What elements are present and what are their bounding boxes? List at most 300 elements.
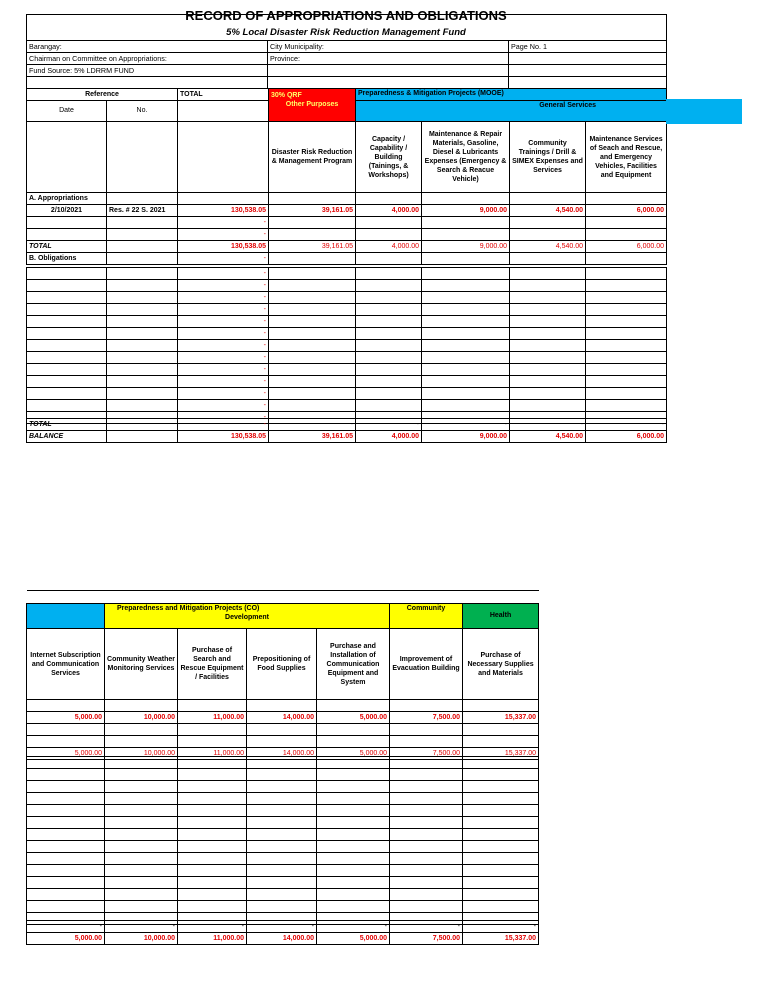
dash-cell: -: [178, 316, 269, 328]
empty-cell: [107, 340, 178, 352]
dash-cell: -: [178, 412, 269, 424]
empty-cell: [586, 280, 667, 292]
empty-cell: [317, 781, 390, 793]
total-row-value: 39,161.05: [269, 241, 356, 253]
empty-cell: [247, 877, 317, 889]
dash-cell: -: [178, 217, 269, 229]
empty-cell: [510, 292, 586, 304]
empty-cell: [463, 769, 539, 781]
dash-cell: -: [586, 419, 667, 431]
col-evacuation-building: Improvement of Evacuation Building: [390, 629, 463, 700]
dash-cell: -: [178, 304, 269, 316]
empty-cell: [586, 340, 667, 352]
co-balance-value: 7,500.00: [390, 933, 463, 945]
co-obligation-row: [27, 841, 539, 853]
empty-cell: [247, 781, 317, 793]
balance-value: 4,000.00: [356, 431, 422, 443]
obligation-row: [27, 268, 667, 280]
empty-cell: [586, 316, 667, 328]
empty-cell: [356, 280, 422, 292]
empty-cell: [356, 376, 422, 388]
empty-cell: [27, 853, 105, 865]
total-row-total: 130,538.05: [178, 241, 269, 253]
empty-cell: [463, 829, 539, 841]
col-drrm-program: Disaster Risk Reduction & Management Program: [269, 122, 356, 193]
empty-cell: [27, 901, 105, 913]
empty-cell: [356, 292, 422, 304]
dash-cell: -: [178, 921, 247, 933]
co-total-value: 5,000.00: [317, 748, 390, 760]
co-obligation-row: [27, 757, 539, 769]
empty-cell: [105, 901, 178, 913]
obligation-row: [27, 364, 667, 376]
co-balance-value: 10,000.00: [105, 933, 178, 945]
dash-cell: -: [178, 400, 269, 412]
col-necessary-supplies: Purchase of Necessary Supplies and Materials: [463, 629, 539, 700]
empty-cell: [247, 901, 317, 913]
reference-header: Reference: [27, 89, 178, 101]
empty-cell: [107, 292, 178, 304]
empty-cell: [247, 805, 317, 817]
co-appropriation-row: [27, 712, 539, 724]
empty-cell: [510, 376, 586, 388]
appropriation-value: 4,540.00: [510, 205, 586, 217]
qrf-header-line2: Other Purposes: [285, 101, 339, 108]
empty-cell: [510, 364, 586, 376]
page-number: Page No. 1: [509, 41, 667, 53]
co-appropriation-value: 10,000.00: [105, 712, 178, 724]
dash-cell: -: [510, 419, 586, 431]
obligation-row: [27, 388, 667, 400]
empty-cell: [247, 865, 317, 877]
dash-cell: -: [178, 419, 269, 431]
empty-cell: [27, 304, 107, 316]
balance-value: 39,161.05: [269, 431, 356, 443]
co-appropriation-value: 7,500.00: [390, 712, 463, 724]
empty-cell: [510, 328, 586, 340]
qrf-header-line1: 30% QRF: [271, 92, 302, 99]
empty-cell: [586, 304, 667, 316]
empty-cell: [422, 268, 510, 280]
no-header: No.: [107, 101, 178, 122]
empty-cell: [317, 877, 390, 889]
empty-cell: [317, 829, 390, 841]
city-label: City Municipality:: [268, 41, 509, 53]
empty-cell: [390, 781, 463, 793]
empty-cell: [27, 829, 105, 841]
empty-cell: [105, 817, 178, 829]
empty-cell: [178, 805, 247, 817]
mooe-header-label: Preparedness & Mitigation Projects (MOOE): [358, 90, 504, 97]
empty-cell: [390, 829, 463, 841]
empty-cell: [422, 340, 510, 352]
empty-cell: [422, 292, 510, 304]
empty-cell: [269, 388, 356, 400]
empty-cell: [390, 805, 463, 817]
mooe-header: [356, 89, 667, 101]
empty-cell: [27, 280, 107, 292]
empty-cell: [422, 328, 510, 340]
empty-cell: [105, 877, 178, 889]
appropriation-no: Res. # 22 S. 2021: [107, 205, 178, 217]
dash-cell: -: [463, 921, 539, 933]
empty-cell: [463, 757, 539, 769]
empty-cell: [463, 805, 539, 817]
general-services-header: General Services: [356, 101, 667, 122]
empty-cell: [510, 352, 586, 364]
empty-cell: [247, 769, 317, 781]
empty-cell: [269, 364, 356, 376]
dash-cell: -: [178, 340, 269, 352]
province-label: Province:: [268, 53, 509, 65]
co-balance-row: [27, 933, 539, 945]
dash-cell: -: [105, 921, 178, 933]
co-obligations-rows-table: [26, 756, 539, 925]
empty-cell: [27, 757, 105, 769]
empty-cell: [107, 376, 178, 388]
obligation-row: [27, 280, 667, 292]
empty-cell: [105, 889, 178, 901]
dash-cell: -: [422, 419, 510, 431]
empty-cell: [105, 781, 178, 793]
empty-cell: [463, 889, 539, 901]
empty-cell: [27, 292, 107, 304]
empty-cell: [27, 781, 105, 793]
empty-cell: [178, 877, 247, 889]
empty-cell: [269, 280, 356, 292]
empty-cell: [178, 769, 247, 781]
appropriations-label: A. Appropriations: [27, 193, 107, 205]
empty-cell: [463, 865, 539, 877]
empty-cell: [105, 793, 178, 805]
co-balance-value: 11,000.00: [178, 933, 247, 945]
qrf-header: [269, 89, 356, 122]
empty-cell: [317, 841, 390, 853]
co-total-value: 15,337.00: [463, 748, 539, 760]
co-appropriation-value: 5,000.00: [317, 712, 390, 724]
empty-cell: [317, 757, 390, 769]
empty-cell: [356, 364, 422, 376]
empty-cell: [586, 364, 667, 376]
col-internet-subscription: Internet Subscription and Communication Services: [27, 629, 105, 700]
empty-cell: [107, 280, 178, 292]
empty-cell: [269, 340, 356, 352]
empty-cell: [105, 757, 178, 769]
empty-cell: [178, 829, 247, 841]
empty-cell: [390, 877, 463, 889]
obligation-row: [27, 316, 667, 328]
balance-value: 6,000.00: [586, 431, 667, 443]
col-prepositioning-food: Prepositioning of Food Supplies: [247, 629, 317, 700]
empty-cell: [27, 805, 105, 817]
empty-cell: [27, 769, 105, 781]
balance-label: BALANCE: [27, 431, 107, 443]
co-total-value: 14,000.00: [247, 748, 317, 760]
total-row-value: 4,540.00: [510, 241, 586, 253]
balance-table: [26, 418, 667, 443]
empty-cell: [27, 376, 107, 388]
dash-cell: -: [27, 921, 105, 933]
empty-cell: [422, 352, 510, 364]
header-info-table: [26, 14, 667, 89]
co-total-value: 7,500.00: [390, 748, 463, 760]
dash-cell: -: [178, 328, 269, 340]
empty-cell: [463, 817, 539, 829]
total-row-value: 4,000.00: [356, 241, 422, 253]
empty-cell: [27, 841, 105, 853]
co-appropriation-value: 15,337.00: [463, 712, 539, 724]
empty-cell: [356, 340, 422, 352]
co-total-value: 5,000.00: [27, 748, 105, 760]
empty-cell: [356, 352, 422, 364]
community-header: Community: [390, 604, 463, 629]
empty-cell: [27, 328, 107, 340]
empty-cell: [105, 853, 178, 865]
empty-cell: [422, 280, 510, 292]
empty-cell: [269, 352, 356, 364]
empty-cell: [356, 400, 422, 412]
empty-cell: [586, 352, 667, 364]
empty-cell: [105, 865, 178, 877]
empty-cell: [390, 793, 463, 805]
empty-cell: [510, 268, 586, 280]
empty-cell: [27, 865, 105, 877]
obligation-row: [27, 352, 667, 364]
empty-cell: [178, 781, 247, 793]
co-obligation-row: [27, 805, 539, 817]
co-obligation-row: [27, 889, 539, 901]
empty-cell: [422, 364, 510, 376]
empty-cell: [390, 757, 463, 769]
co-obligation-row: [27, 901, 539, 913]
empty-cell: [463, 841, 539, 853]
empty-cell: [586, 400, 667, 412]
empty-cell: [105, 805, 178, 817]
empty-cell: [269, 316, 356, 328]
total-row-label: TOTAL: [27, 241, 107, 253]
empty-cell: [317, 805, 390, 817]
co-obligation-row: [27, 829, 539, 841]
appropriation-value: 6,000.00: [586, 205, 667, 217]
empty-cell: [510, 316, 586, 328]
empty-cell: [27, 352, 107, 364]
empty-cell: [269, 400, 356, 412]
empty-cell: [269, 304, 356, 316]
balance-value: 4,540.00: [510, 431, 586, 443]
empty-cell: [390, 841, 463, 853]
obligation-row: [27, 400, 667, 412]
empty-cell: [586, 292, 667, 304]
obligation-row: [27, 328, 667, 340]
obligation-row: [27, 292, 667, 304]
empty-cell: [317, 793, 390, 805]
empty-cell: [269, 328, 356, 340]
empty-cell: [107, 388, 178, 400]
appropriation-total: 130,538.05: [178, 205, 269, 217]
empty-cell: [27, 400, 107, 412]
col-community-trainings: Community Trainings / Drill & SIMEX Expenses and Services: [510, 122, 586, 193]
empty-cell: [422, 316, 510, 328]
empty-cell: [27, 877, 105, 889]
dash-cell: -: [390, 921, 463, 933]
empty-cell: [27, 268, 107, 280]
co-total-value: 11,000.00: [178, 748, 247, 760]
empty-cell: [178, 853, 247, 865]
final-total-label: TOTAL: [27, 419, 107, 431]
empty-cell: [356, 388, 422, 400]
empty-cell: [27, 388, 107, 400]
obligation-row: [27, 376, 667, 388]
empty-cell: [586, 328, 667, 340]
co-obligation-row: [27, 853, 539, 865]
empty-cell: [317, 865, 390, 877]
empty-cell: [178, 793, 247, 805]
balance-value: 9,000.00: [422, 431, 510, 443]
blue-header-extension: [666, 99, 742, 124]
barangay-label: Barangay:: [27, 41, 268, 53]
appropriation-value: 9,000.00: [422, 205, 510, 217]
empty-cell: [586, 268, 667, 280]
co-balance-table: [26, 920, 539, 945]
development-label: Development: [225, 614, 269, 621]
co-header: [105, 604, 390, 629]
empty-cell: [27, 316, 107, 328]
empty-cell: [105, 769, 178, 781]
empty-cell: [269, 292, 356, 304]
empty-cell: [356, 268, 422, 280]
empty-cell: [422, 304, 510, 316]
co-appropriation-value: 14,000.00: [247, 712, 317, 724]
final-total-row: [27, 419, 667, 431]
dash-cell: -: [178, 229, 269, 241]
empty-cell: [390, 901, 463, 913]
co-obligation-row: [27, 865, 539, 877]
dash-cell: -: [317, 921, 390, 933]
appropriation-total-row: [27, 241, 667, 253]
empty-cell: [178, 889, 247, 901]
dash-cell: -: [178, 376, 269, 388]
empty-cell: [356, 316, 422, 328]
balance-total: 130,538.05: [178, 431, 269, 443]
empty-cell: [105, 841, 178, 853]
dash-cell: -: [178, 388, 269, 400]
empty-cell: [27, 793, 105, 805]
co-balance-value: 14,000.00: [247, 933, 317, 945]
appropriation-value: 4,000.00: [356, 205, 422, 217]
balance-row: [27, 431, 667, 443]
empty-cell: [27, 364, 107, 376]
empty-cell: [247, 757, 317, 769]
obligation-row: [27, 340, 667, 352]
empty-cell: [178, 865, 247, 877]
dash-cell: -: [178, 292, 269, 304]
empty-cell: [586, 388, 667, 400]
empty-cell: [356, 328, 422, 340]
empty-cell: [107, 364, 178, 376]
health-header: Health: [463, 604, 539, 629]
empty-cell: [317, 769, 390, 781]
empty-cell: [390, 817, 463, 829]
appropriation-date: 2/10/2021: [27, 205, 107, 217]
empty-cell: [269, 268, 356, 280]
fund-source-label: Fund Source: 5% LDRRM FUND: [27, 65, 268, 77]
empty-cell: [422, 400, 510, 412]
co-obligation-row: [27, 877, 539, 889]
empty-cell: [510, 400, 586, 412]
dash-cell: -: [269, 419, 356, 431]
empty-cell: [27, 889, 105, 901]
co-header-label: Preparedness and Mitigation Projects (CO): [117, 605, 260, 612]
empty-cell: [510, 304, 586, 316]
chairman-label: Chairman on Committee on Appropriations:: [27, 53, 268, 65]
empty-cell: [356, 304, 422, 316]
empty-cell: [463, 853, 539, 865]
co-balance-value: 15,337.00: [463, 933, 539, 945]
empty-cell: [107, 316, 178, 328]
col-capacity-building: Capacity / Capability / Building (Tainings, & Workshops): [356, 122, 422, 193]
empty-cell: [463, 901, 539, 913]
empty-cell: [178, 841, 247, 853]
co-projects-table: [26, 590, 539, 760]
co-balance-value: 5,000.00: [27, 933, 105, 945]
empty-cell: [178, 901, 247, 913]
empty-cell: [27, 340, 107, 352]
col-search-rescue-equipment: Purchase of Search and Rescue Equipment / Facilities: [178, 629, 247, 700]
co-total-value: 10,000.00: [105, 748, 178, 760]
empty-cell: [510, 340, 586, 352]
empty-cell: [422, 388, 510, 400]
co-appropriation-value: 5,000.00: [27, 712, 105, 724]
col-communication-equipment: Purchase and Installation of Communication Equipment and System: [317, 629, 390, 700]
empty-cell: [317, 853, 390, 865]
empty-cell: [247, 793, 317, 805]
empty-cell: [317, 817, 390, 829]
empty-cell: [247, 817, 317, 829]
empty-cell: [178, 757, 247, 769]
empty-cell: [269, 376, 356, 388]
empty-cell: [390, 889, 463, 901]
empty-cell: [107, 328, 178, 340]
empty-cell: [247, 841, 317, 853]
co-balance-value: 5,000.00: [317, 933, 390, 945]
date-header: Date: [27, 101, 107, 122]
empty-cell: [586, 376, 667, 388]
obligation-row: [27, 304, 667, 316]
empty-cell: [107, 352, 178, 364]
empty-cell: [463, 793, 539, 805]
col-maintenance-services: Maintenance Services of Seach and Rescue, and Emergency Vehicles, Facilities and Equipment: [586, 122, 667, 193]
dash-cell: -: [247, 921, 317, 933]
page-subtitle: 5% Local Disaster Risk Reduction Management Fund: [226, 27, 466, 38]
empty-cell: [390, 865, 463, 877]
empty-cell: [247, 889, 317, 901]
obligations-rows-table: [26, 267, 667, 424]
total-row-value: 6,000.00: [586, 241, 667, 253]
empty-cell: [510, 388, 586, 400]
dash-cell: -: [178, 364, 269, 376]
co-obligation-row: [27, 769, 539, 781]
empty-cell: [27, 817, 105, 829]
empty-cell: [390, 769, 463, 781]
empty-cell: [510, 280, 586, 292]
empty-cell: [463, 877, 539, 889]
empty-cell: [247, 829, 317, 841]
dash-cell: -: [178, 280, 269, 292]
appropriation-row: [27, 205, 667, 217]
dash-cell: -: [356, 419, 422, 431]
empty-cell: [107, 268, 178, 280]
co-obligation-row: [27, 781, 539, 793]
